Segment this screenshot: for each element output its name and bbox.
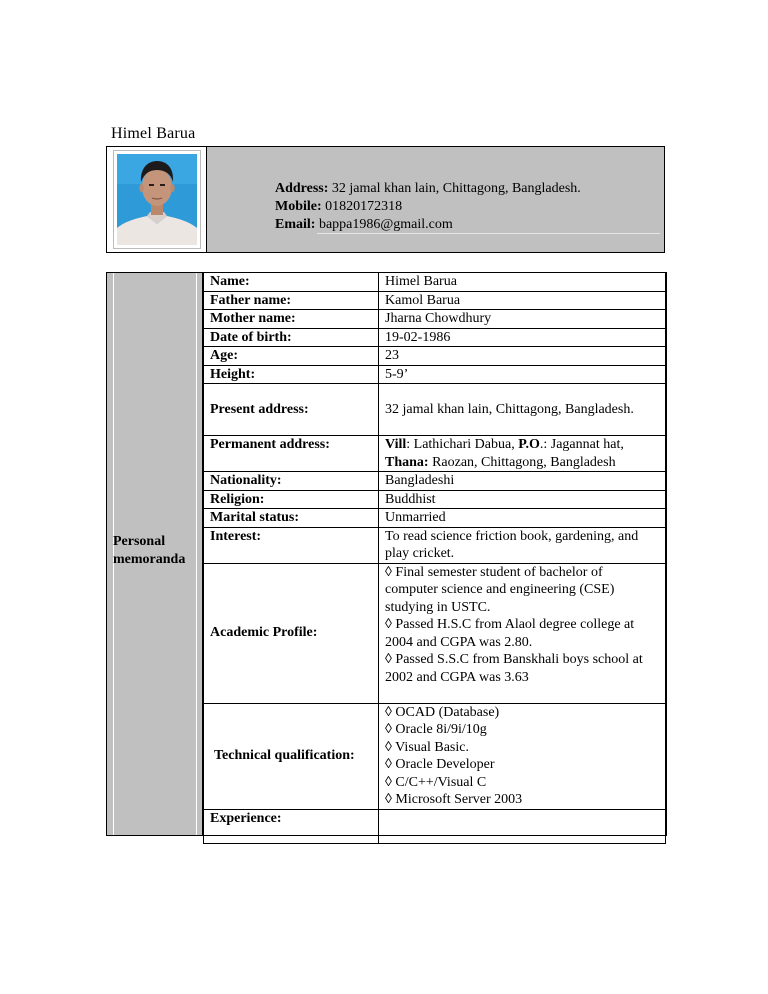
mobile-value: 01820172318 bbox=[321, 199, 403, 214]
row-value bbox=[379, 703, 666, 809]
academic-line: computer science and engineering (CSE) bbox=[385, 582, 615, 597]
row-value: Unmarried bbox=[379, 509, 666, 528]
row-value: Jharna Chowdhury bbox=[379, 310, 666, 329]
section-label-line2: memoranda bbox=[113, 552, 186, 567]
row-key: Mother name: bbox=[204, 310, 379, 329]
table-row bbox=[204, 365, 666, 384]
interest-line2: play cricket. bbox=[385, 546, 455, 561]
contact-divider bbox=[317, 233, 660, 234]
table-row bbox=[204, 310, 666, 329]
info-table bbox=[203, 273, 666, 844]
table-row bbox=[204, 436, 666, 472]
technical-line: ◊ Oracle Developer bbox=[385, 757, 495, 772]
row-value: Buddhist bbox=[379, 490, 666, 509]
thana-value: Raozan, Chittagong, Bangladesh bbox=[428, 454, 616, 470]
row-value bbox=[379, 527, 666, 563]
row-value: Kamol Barua bbox=[379, 291, 666, 310]
row-key: Name: bbox=[204, 273, 379, 291]
row-key: Marital status: bbox=[204, 509, 379, 528]
row-key: Experience: bbox=[204, 809, 379, 843]
row-value: 19-02-1986 bbox=[379, 328, 666, 347]
technical-line: ◊ OCAD (Database) bbox=[385, 704, 500, 720]
resume-name-heading: Himel Barua bbox=[111, 125, 196, 142]
academic-line: ◊ Passed H.S.C from Alaol degree college at bbox=[385, 617, 635, 632]
mobile-label: Mobile: bbox=[275, 199, 322, 214]
academic-line: studying in USTC. bbox=[385, 599, 491, 615]
photo-frame bbox=[113, 150, 201, 249]
row-key: Interest: bbox=[204, 527, 379, 563]
table-row bbox=[204, 291, 666, 310]
section-label bbox=[113, 533, 185, 569]
table-row bbox=[204, 490, 666, 509]
thana-label: Thana: bbox=[385, 454, 429, 470]
row-key: Religion: bbox=[204, 490, 379, 509]
table-row bbox=[204, 384, 666, 436]
address-line bbox=[275, 181, 581, 197]
row-value bbox=[379, 809, 666, 843]
table-row bbox=[204, 703, 666, 809]
table-row bbox=[204, 563, 666, 703]
table-row bbox=[204, 527, 666, 563]
technical-line: ◊ Oracle 8i/9i/10g bbox=[385, 722, 487, 737]
table-row bbox=[204, 273, 666, 291]
memoranda-side-cell bbox=[107, 273, 203, 835]
row-key: Academic Profile: bbox=[204, 563, 379, 703]
row-key: Permanent address: bbox=[204, 436, 379, 472]
vill-value: : Lathichari Dabua, bbox=[406, 437, 519, 452]
technical-line: ◊ C/C++/Visual C bbox=[385, 774, 487, 790]
row-value: 23 bbox=[379, 347, 666, 366]
profile-photo bbox=[117, 154, 197, 245]
vill-label: Vill bbox=[385, 437, 407, 452]
academic-line: ◊ Final semester student of bachelor of bbox=[385, 564, 603, 580]
academic-line: ◊ Passed S.S.C from Banskhali boys school at bbox=[385, 652, 643, 667]
technical-line: ◊ Microsoft Server 2003 bbox=[385, 792, 523, 807]
row-value: 5-9’ bbox=[379, 365, 666, 384]
row-key: Date of birth: bbox=[204, 328, 379, 347]
table-row bbox=[204, 472, 666, 491]
row-key: Nationality: bbox=[204, 472, 379, 491]
row-key: Age: bbox=[204, 347, 379, 366]
row-key: Father name: bbox=[204, 291, 379, 310]
row-key: Present address: bbox=[204, 384, 379, 436]
section-label-line1: Personal bbox=[113, 534, 166, 549]
row-value: 32 jamal khan lain, Chittagong, Bangladesh. bbox=[379, 384, 666, 436]
permanent-address-line2 bbox=[385, 454, 659, 472]
address-label: Address: bbox=[275, 181, 329, 196]
row-key: Height: bbox=[204, 365, 379, 384]
po-value: .: Jagannat hat, bbox=[539, 437, 624, 452]
table-row bbox=[204, 347, 666, 366]
email-label: Email: bbox=[275, 217, 316, 232]
email-line bbox=[275, 217, 453, 233]
row-value: Bangladeshi bbox=[379, 472, 666, 491]
academic-line: 2002 and CGPA was 3.63 bbox=[385, 669, 529, 685]
permanent-address-line1 bbox=[385, 436, 659, 454]
address-value: 32 jamal khan lain, Chittagong, Bangladesh. bbox=[328, 181, 581, 196]
photo-cell bbox=[107, 147, 207, 252]
technical-line: ◊ Visual Basic. bbox=[385, 739, 469, 755]
po-label: P.O bbox=[518, 437, 540, 452]
row-value bbox=[379, 436, 666, 472]
row-value bbox=[379, 563, 666, 703]
contact-cell bbox=[207, 147, 664, 252]
header-box bbox=[106, 146, 665, 253]
table-row bbox=[204, 809, 666, 843]
table-row bbox=[204, 328, 666, 347]
row-value: Himel Barua bbox=[379, 273, 666, 291]
personal-memoranda-table bbox=[106, 272, 667, 836]
mobile-line bbox=[275, 199, 402, 215]
row-key: Technical qualification: bbox=[204, 703, 379, 809]
interest-line1: To read science friction book, gardening, and bbox=[385, 528, 639, 544]
academic-line: 2004 and CGPA was 2.80. bbox=[385, 634, 533, 650]
email-value[interactable]: bappa1986@gmail.com bbox=[315, 217, 453, 232]
table-row bbox=[204, 509, 666, 528]
